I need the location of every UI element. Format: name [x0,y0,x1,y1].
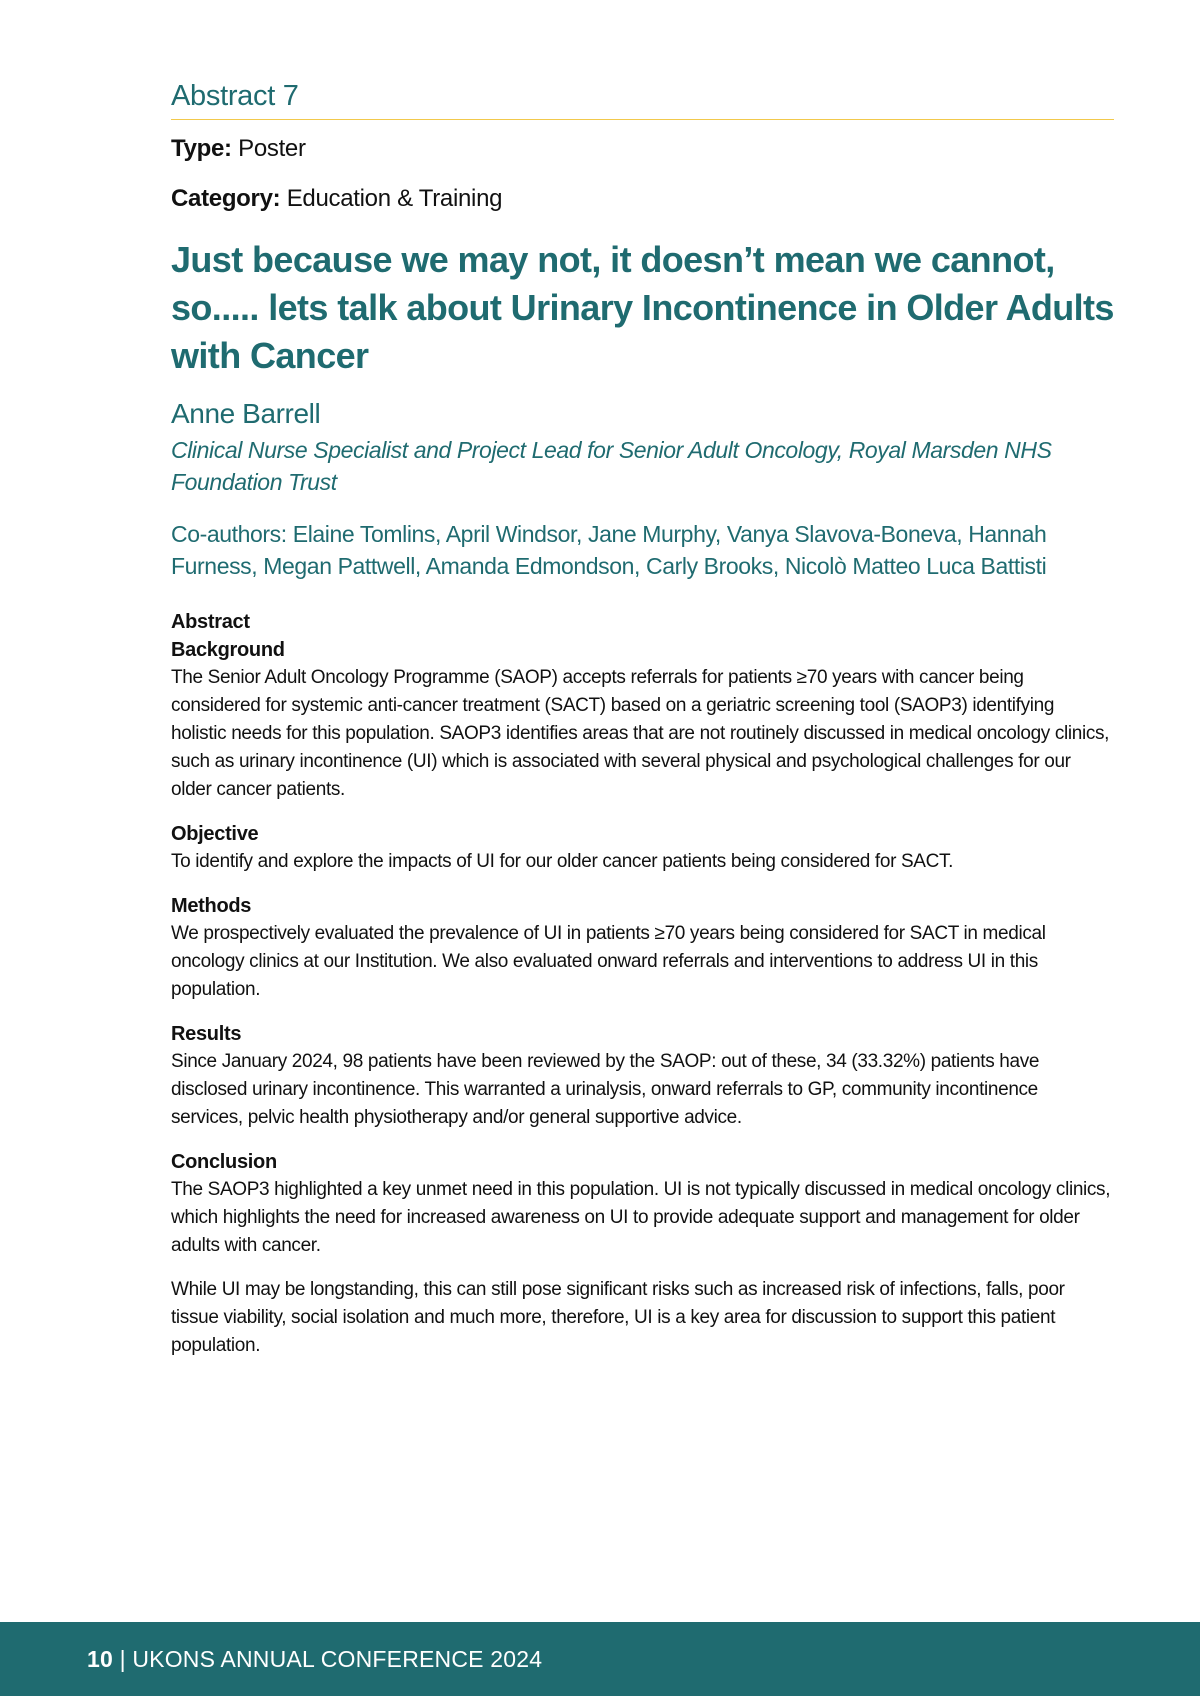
abstract-number: Abstract 7 [171,80,299,112]
category-label: Category: [171,185,281,212]
background-section [171,636,1114,804]
abstract-body [171,608,1114,1376]
coauthors: Co-authors: Elaine Tomlins, April Windsor, Jane Murphy, Vanya Slavova-Boneva, Hannah Furness, Megan Pattwell, Amanda Edmondson, Carly Brooks, Nicolò Matteo Luca Battisti [171,521,1047,579]
conclusion-text: The SAOP3 highlighted a key unmet need in this population. UI is not typically discussed in medical oncology clinics, which highlights the need for increased awareness on UI to provide adequate support and management for older adults with cancer. [171,1179,1111,1256]
type-label: Type: [171,135,232,162]
methods-section [171,892,1114,1004]
conference-name: UKONS ANNUAL CONFERENCE 2024 [132,1646,543,1672]
objective-text: To identify and explore the impacts of UI for our older cancer patients being considered for SACT. [171,851,954,872]
abstract-heading: Abstract [171,611,250,633]
conclusion-text-2: While UI may be longstanding, this can still pose significant risks such as increased risk of infections, falls, poor tissue viability, social isolation and much more, therefore, UI is a key area for discussion to support this patient population. [171,1279,1065,1356]
objective-section [171,820,1114,876]
results-text: Since January 2024, 98 patients have been reviewed by the SAOP: out of these, 34 (33.32%) patients have disclosed urinary incontinence. This warranted a urinalysis, onward referrals to GP, community incontinence services, pelvic health physiotherapy and/or general supportive advice. [171,1051,1040,1128]
conclusion-section [171,1148,1114,1360]
methods-heading: Methods [171,895,252,917]
header-divider [171,119,1114,120]
author-affiliation: Clinical Nurse Specialist and Project Lead for Senior Adult Oncology, Royal Marsden NHS Foundation Trust [171,437,1052,495]
objective-heading: Objective [171,823,259,845]
methods-text: We prospectively evaluated the prevalence of UI in patients ≥70 years being considered for SACT in medical oncology clinics at our Institution. We also evaluated onward referrals and interventions to address UI in this population. [171,923,1046,1000]
author-name: Anne Barrell [171,398,321,429]
results-heading: Results [171,1023,242,1045]
footer-text [87,1643,542,1675]
page-footer [0,1622,1200,1696]
background-heading: Background [171,639,285,661]
category-line [171,184,502,214]
results-section [171,1020,1114,1132]
abstract-title: Just because we may not, it doesn’t mean we cannot, so..... lets talk about Urinary Incontinence in Older Adults with Cancer [171,239,1114,376]
page-number: 10 [87,1646,113,1672]
background-text: The Senior Adult Oncology Programme (SAOP) accepts referrals for patients ≥70 years with cancer being considered for systemic anti-cancer treatment (SACT) based on a geriatric screening tool (SAOP3) identifying holistic needs for this population. SAOP3 identifies areas that are not routinely discussed in medical oncology clinics, such as urinary incontinence (UI) which is associated with several physical and psychological challenges for our older cancer patients. [171,667,1110,800]
type-value: Poster [238,135,306,162]
type-line [171,134,306,164]
conclusion-heading: Conclusion [171,1151,277,1173]
category-value: Education & Training [286,185,503,212]
footer-separator: | [112,1646,133,1672]
